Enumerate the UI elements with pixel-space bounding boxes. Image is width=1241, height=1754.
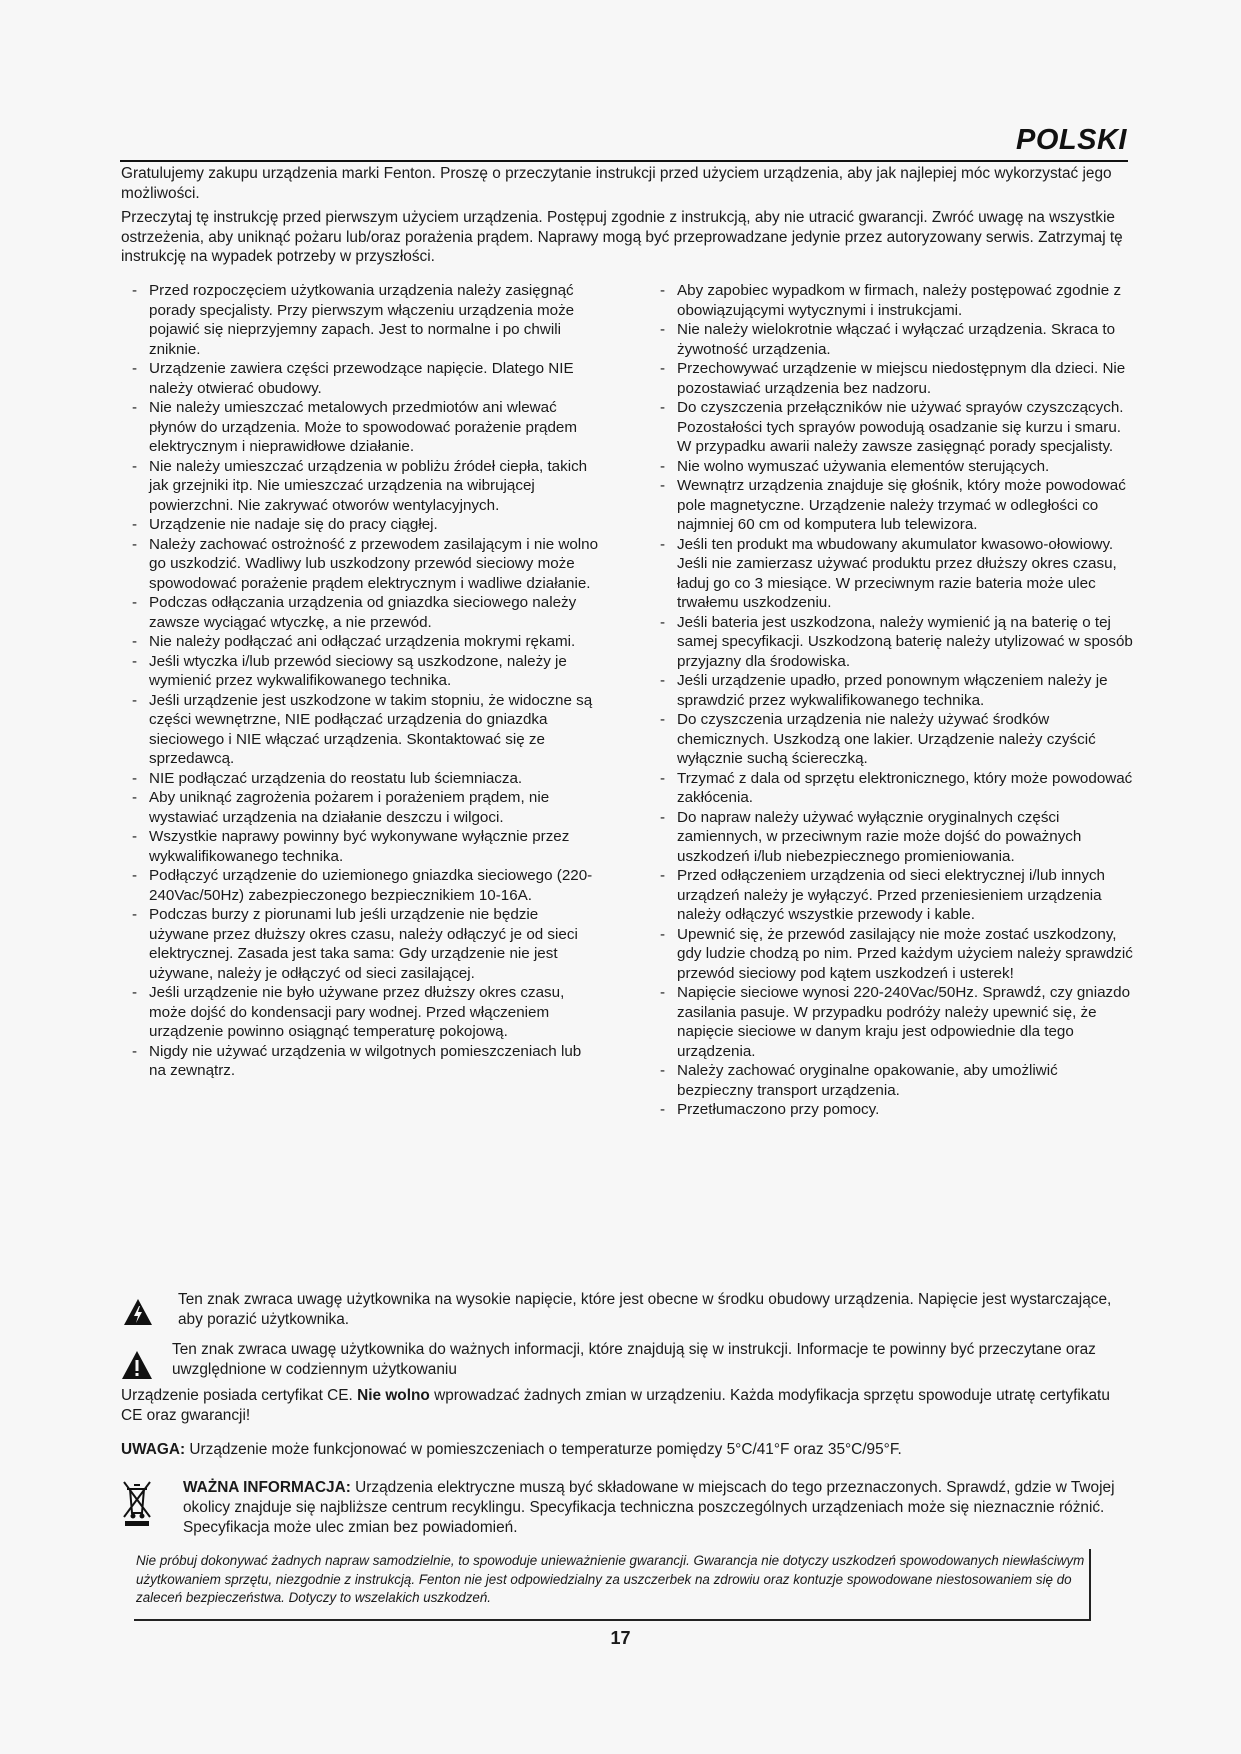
info-warning-row xyxy=(0,1340,1241,1390)
list-item: - Podłączyć urządzenie do uziemionego gniazdka sieciowego (220-240Vac/50Hz) zabezpieczonego bezpiecznikiem 10-16A. xyxy=(132,866,602,905)
list-item: - Aby zapobiec wypadkom w firmach, należy postępować zgodnie z obowiązującymi wytycznymi i instrukcjami. xyxy=(660,281,1135,320)
list-item: - Podczas burzy z piorunami lub jeśli urządzenie nie będzie używane przez dłuższy okres czasu, należy odłączyć je od sieci elektrycznej. Zasada jest taka sama: Gdy urządzenie nie jest używane, należy je odłączyć od sieci zasilającej. xyxy=(132,905,602,983)
recycling-info xyxy=(183,1478,1133,1538)
intro-paragraph-2: Przeczytaj tę instrukcję przed pierwszym użyciem urządzenia. Postępuj zgodnie z instrukcją, aby nie utracić gwarancji. Zwróć uwagę na wszystkie ostrzeżenia, aby uniknąć pożaru lub/oraz porażenia prądem. Naprawy mogą być przeprowadzane jedynie przez autoryzowany serwis. Zatrzymaj tę instrukcję na wypadek potrzeby w przyszłości. xyxy=(121,209,1123,265)
list-item: - Wewnątrz urządzenia znajduje się głośnik, który może powodować pole magnetyczne. Urządzenie należy trzymać w odległości co najmniej 60 cm od komputera lub telewizora. xyxy=(660,476,1135,535)
ce-text-start: Urządzenie posiada certyfikat CE. xyxy=(121,1387,358,1404)
list-item: - Nie należy wielokrotnie włączać i wyłączać urządzenia. Skraca to żywotność urządzenia. xyxy=(660,320,1135,359)
ce-certificate-text xyxy=(121,1386,1133,1426)
list-item: - NIE podłączać urządzenia do reostatu lub ściemniacza. xyxy=(132,769,602,789)
temperature-note xyxy=(121,1440,1133,1460)
list-item: - Do czyszczenia urządzenia nie należy używać środków chemicznych. Uszkodzą one lakier. Urządzenie należy czyścić wyłącznie suchą ściereczką. xyxy=(660,710,1135,769)
uwaga-label: UWAGA: xyxy=(121,1441,186,1458)
page-number: 17 xyxy=(610,1628,631,1648)
crossed-bin-icon xyxy=(122,1479,152,1527)
list-item: - Upewnić się, że przewód zasilający nie może zostać uszkodzony, gdy ludzie chodzą po nim. Przed każdym użyciem należy sprawdzić przewód sieciowy pod kątem uszkodzeń i usterek! xyxy=(660,925,1135,984)
heading-divider xyxy=(120,160,1128,162)
warranty-notice-box xyxy=(134,1549,1091,1621)
voltage-warning-text: Ten znak zwraca uwagę użytkownika na wysokie napięcie, które jest obecne w środku obudowy urządzenia. Napięcie jest wystarczające, aby porazić użytkownika. xyxy=(178,1291,1112,1328)
list-item: - Nigdy nie używać urządzenia w wilgotnych pomieszczeniach lub na zewnątrz. xyxy=(132,1042,602,1081)
voltage-warning-row xyxy=(0,1290,1241,1340)
intro-paragraph-1: Gratulujemy zakupu urządzenia marki Fenton. Proszę o przeczytanie instrukcji przed użyciem urządzenia, aby jak najlepiej móc wykorzystać jego możliwości. xyxy=(121,165,1112,202)
safety-list-left xyxy=(132,281,602,1081)
list-item: - Urządzenie zawiera części przewodzące napięcie. Dlatego NIE należy otwierać obudowy. xyxy=(132,359,602,398)
list-item: - Nie należy umieszczać urządzenia w pobliżu źródeł ciepła, takich jak grzejniki itp. Nie umieszczać urządzenia na wibrującej powierzchni. Nie zakrywać otworów wentylacyjnych. xyxy=(132,457,602,516)
list-item: - Wszystkie naprawy powinny być wykonywane wyłącznie przez wykwalifikowanego technika. xyxy=(132,827,602,866)
list-item: - Do napraw należy używać wyłącznie oryginalnych części zamiennych, w przeciwnym razie może dojść do poważnych uszkodzeń i/lub niebezpiecznego promieniowania. xyxy=(660,808,1135,867)
list-item: - Należy zachować ostrożność z przewodem zasilającym i nie wolno go uszkodzić. Wadliwy lub uszkodzony przewód sieciowy może spowodować porażenie prądem elektrycznym i wadliwe działanie. xyxy=(132,535,602,594)
list-item: - Należy zachować oryginalne opakowanie, aby umożliwić bezpieczny transport urządzenia. xyxy=(660,1061,1135,1100)
high-voltage-icon xyxy=(123,1298,153,1326)
list-item: - Jeśli ten produkt ma wbudowany akumulator kwasowo-ołowiowy. Jeśli nie zamierzasz używać produktu przez dłuższy okres czasu, ładuj go co 3 miesiące. W przeciwnym razie bateria może ulec trwałemu uszkodzeniu. xyxy=(660,535,1135,613)
exclamation-warning-icon xyxy=(121,1350,153,1380)
list-item: - Jeśli bateria jest uszkodzona, należy wymienić ją na baterię o tej samej specyfikacji. Uszkodzoną baterię należy utylizować w sposób przyjazny dla środowiska. xyxy=(660,613,1135,672)
ce-text-end: wprowadzać żadnych zmian w urządzeniu. Każda modyfikacja sprzętu spowoduje utratę certyfikatu CE oraz gwarancji! xyxy=(121,1387,1110,1424)
list-item: - Przed odłączeniem urządzenia od sieci elektrycznej i/lub innych urządzeń należy je wyłączyć. Przed przeniesieniem urządzenia należy odłączyć wszystkie przewody i kable. xyxy=(660,866,1135,925)
list-item: - Napięcie sieciowe wynosi 220-240Vac/50Hz. Sprawdź, czy gniazdo zasilania pasuje. W przypadku podróży należy upewnić się, że napięcie sieciowe w danym kraju jest odpowiednie dla tego urządzenia. xyxy=(660,983,1135,1061)
list-item: - Jeśli urządzenie nie było używane przez dłuższy okres czasu, może dojść do kondensacji pary wodnej. Przed włączeniem urządzenie powinno osiągnąć temperaturę pokojową. xyxy=(132,983,602,1042)
important-text: Urządzenia elektryczne muszą być składowane w miejscach do tego przeznaczonych. Sprawdź, gdzie w Twojej okolicy znajduje się najbliższe centrum recyklingu. Specyfikacja techniczna poszczególnych urządzeniach może się nieznacznie różnić. Specyfikacja może ulec zmian bez powiadomień. xyxy=(183,1479,1115,1536)
important-label: WAŻNA INFORMACJA: xyxy=(183,1479,351,1496)
safety-list-right xyxy=(660,281,1135,1120)
list-item: - Trzymać z dala od sprzętu elektronicznego, który może powodować zakłócenia. xyxy=(660,769,1135,808)
list-item: - Przetłumaczono przy pomocy. xyxy=(660,1100,1135,1120)
list-item: - Jeśli urządzenie upadło, przed ponownym włączeniem należy je sprawdzić przez wykwalifikowanego technika. xyxy=(660,671,1135,710)
list-item: - Do czyszczenia przełączników nie używać sprayów czyszczących. Pozostałości tych sprayów powodują osadzanie się kurzu i smaru. W przypadku awarii należy zawsze zasięgnąć porady specjalisty. xyxy=(660,398,1135,457)
list-item: - Aby uniknąć zagrożenia pożarem i porażeniem prądem, nie wystawiać urządzenia na działanie deszczu i wilgoci. xyxy=(132,788,602,827)
warranty-notice-text: Nie próbuj dokonywać żadnych napraw samodzielnie, to spowoduje unieważnienie gwarancji. Gwarancja nie dotyczy uszkodzeń spowodowanych niewłaściwym użytkowaniem sprzętu, niezgodnie z instrukcją. Fenton nie jest odpowiedzialny za uszczerbek na zdrowiu oraz kontuzje spowodowane niestosowaniem się do zaleceń bezpieczeństwa. Dotyczy to wszelakich uszkodzeń. xyxy=(136,1553,1085,1605)
list-item: - Urządzenie nie nadaje się do pracy ciągłej. xyxy=(132,515,602,535)
list-item: - Nie należy podłączać ani odłączać urządzenia mokrymi rękami. xyxy=(132,632,602,652)
list-item: - Przechowywać urządzenie w miejscu niedostępnym dla dzieci. Nie pozostawiać urządzenia bez nadzoru. xyxy=(660,359,1135,398)
language-heading: POLSKI xyxy=(1016,124,1127,156)
info-warning-text: Ten znak zwraca uwagę użytkownika do ważnych informacji, które znajdują się w instrukcji. Informacje te powinny być przeczytane oraz uwzględnione w codziennym użytkowaniu xyxy=(172,1341,1096,1378)
list-item: - Jeśli urządzenie jest uszkodzone w takim stopniu, że widoczne są części wewnętrzne, NIE podłączać urządzenia do gniazdka sieciowego i NIE włączać urządzenia. Skontaktować się ze sprzedawcą. xyxy=(132,691,602,769)
list-item: - Jeśli wtyczka i/lub przewód sieciowy są uszkodzone, należy je wymienić przez wykwalifikowanego technika. xyxy=(132,652,602,691)
list-item: - Przed rozpoczęciem użytkowania urządzenia należy zasięgnąć porady specjalisty. Przy pierwszym włączeniu urządzenia może pojawić się nieprzyjemny zapach. Jest to normalne i po chwili zniknie. xyxy=(132,281,602,359)
list-item: - Nie należy umieszczać metalowych przedmiotów ani wlewać płynów do urządzenia. Może to spowodować porażenie prądem elektrycznym i nieprawidłowe działanie. xyxy=(132,398,602,457)
list-item: - Podczas odłączania urządzenia od gniazdka sieciowego należy zawsze wyciągać wtyczkę, a nie przewód. xyxy=(132,593,602,632)
ce-text-bold: Nie wolno xyxy=(357,1387,430,1404)
uwaga-text: Urządzenie może funkcjonować w pomieszczeniach o temperaturze pomiędzy 5°C/41°F oraz 35°C/95°F. xyxy=(185,1441,902,1458)
list-item: - Nie wolno wymuszać używania elementów sterujących. xyxy=(660,457,1135,477)
